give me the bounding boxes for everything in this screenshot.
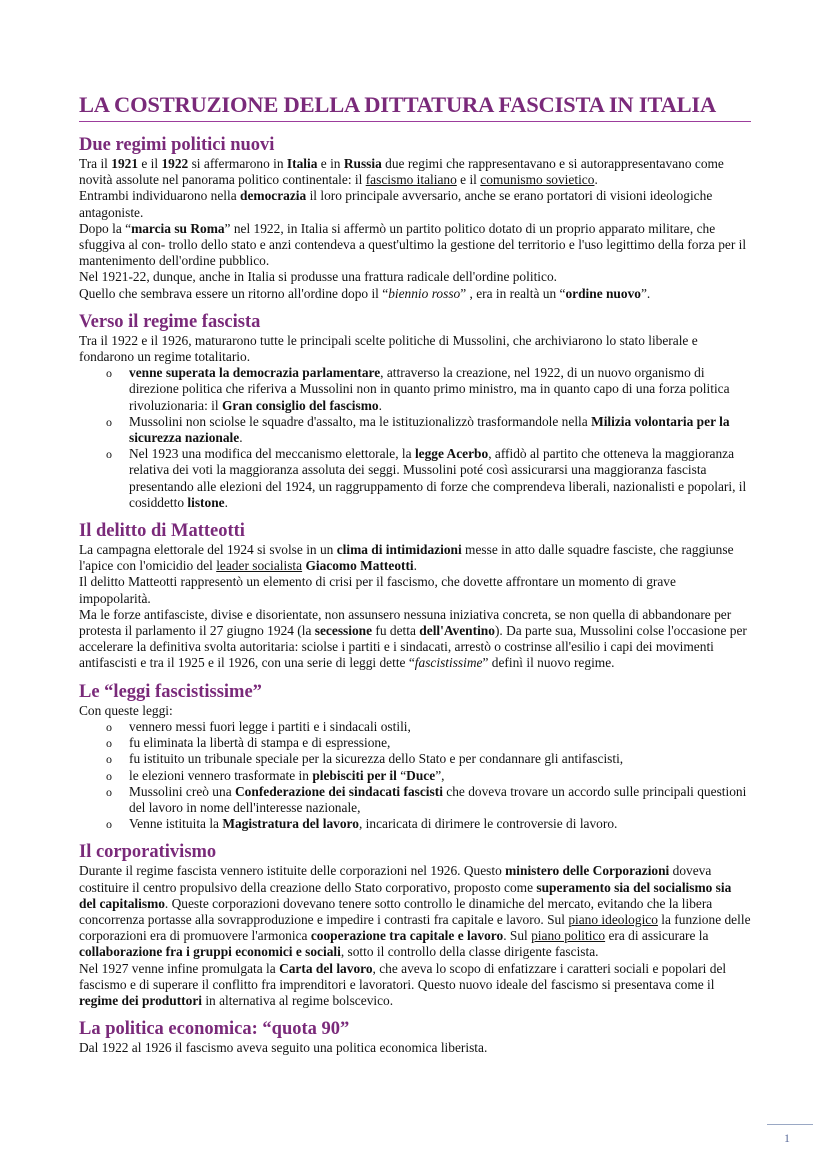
paragraph: Quello che sembrava essere un ritorno all'ordine dopo il “biennio rosso” , era in realtà un “ordine nuovo”. xyxy=(79,285,651,301)
bullet-marker: o xyxy=(106,736,112,751)
paragraph: Nel 1921-22, dunque, anche in Italia si produsse una frattura radicale dell'ordine politico. xyxy=(79,269,557,285)
paragraph: Durante il regime fascista vennero istituite delle corporazioni nel 1926. Questo ministero delle Corporazioni doveva costituire il centro propulsivo della creazione dello Stato corporativo, proposto come superamento sia del socialismo sia del capitalismo. Queste corporazioni dovevano tenere sotto controllo le dinamiche del mercato, evitando che la libera concorrenza portasse alla sovrapproduzione e impedire i contrasti fra capitale e lavoro. Sul piano ideologico la funzione delle corporazioni era di promuovere l'armonica cooperazione tra capitale e lavoro. Sul piano politico era di assicurare la collaborazione fra i gruppi economici e sociali, sotto il controllo della classe dirigente fascista. xyxy=(79,863,751,960)
footer-divider xyxy=(767,1124,813,1125)
list-item: o venne superata la democrazia parlamentare, attraverso la creazione, nel 1922, di un nuovo organismo di direzione politica che riferiva a Mussolini non in quanto primo ministro, ma in quanto capo di una forza politica rivoluzionaria: il Gran consiglio del fascismo. xyxy=(106,365,730,413)
paragraph: Tra il 1922 e il 1926, maturarono tutte le principali scelte politiche di Mussolini, che archiviarono lo stato liberale e fondarono un regime totalitario. xyxy=(79,332,698,365)
list-item: o Mussolini non sciolse le squadre d'assalto, ma le istituzionalizzò trasformandole nella Milizia volontaria per la sicurezza nazionale. xyxy=(106,413,730,446)
bullet-marker: o xyxy=(106,447,112,462)
bullet-marker: o xyxy=(106,752,112,767)
bullet-marker: o xyxy=(106,366,112,381)
paragraph: Dopo la “marcia su Roma” nel 1922, in Italia si affermò un partito politico dotato di un proprio apparato militare, che sfuggiva al con- trollo dello stato e anzi contendeva a quest'ultimo la gestione del territorio e l'uso legittimo della forza per il mantenimento dell'ordine pubblico. xyxy=(79,220,747,269)
list-item: o vennero messi fuori legge i partiti e i sindacali ostili, xyxy=(106,718,411,734)
section-politica-economica xyxy=(79,1018,751,1056)
bullet-list xyxy=(79,719,751,832)
paragraph: Dal 1922 al 1926 il fascismo aveva seguito una politica economica liberista. xyxy=(79,1040,488,1056)
paragraph: Entrambi individuarono nella democrazia il loro principale avversario, anche se erano portatori di visioni ideologiche antagoniste. xyxy=(79,188,713,220)
section-heading: La politica economica: “quota 90” xyxy=(79,1019,350,1040)
list-item: o le elezioni vennero trasformate in plebisciti per il “Duce”, xyxy=(106,767,445,783)
bullet-marker: o xyxy=(106,719,112,734)
paragraph: Ma le forze antifasciste, divise e disorientate, non assunsero nessuna iniziativa concreta, se non quella di abbandonare per protesta il parlamento il 27 giugno 1924 (la secessione fu detta dell'Aventino). Da parte sua, Mussolini colse l'occasione per accelerare la definitiva svolta autoritaria: sciolse i partiti e i sindacati, arrestò o costrinse all'esilio i capi dei movimenti antifascisti e tra il 1925 e il 1926, con una serie di leggi dette “fascistissime” definì il nuovo regime. xyxy=(79,606,747,671)
bullet-marker: o xyxy=(106,784,112,799)
list-item: o Nel 1923 una modifica del meccanismo elettorale, la legge Acerbo, affidò al partito che otteneva la maggioranza relativa dei voti la maggioranza assoluta dei seggi. Mussolini poté così assicurarsi una maggioranza fascista presentando alle elezioni del 1924, un raggruppamento di forze che comprendeva liberali, nazionalisti e popolari, il cosiddetto listone. xyxy=(106,446,747,510)
list-item: o fu istituito un tribunale speciale per la sicurezza dello Stato e per condannare gli antifascisti, xyxy=(106,751,624,767)
list-item: o Mussolini creò una Confederazione dei sindacati fascisti che doveva trovare un accordo sulle principali questioni del lavoro in nome dell'interesse nazionale, xyxy=(106,783,747,815)
section-heading: Le “leggi fascistissime” xyxy=(79,681,262,702)
document-page xyxy=(79,92,751,1056)
section-heading: Il corporativismo xyxy=(79,842,217,863)
section-heading: Due regimi politici nuovi xyxy=(79,135,275,155)
paragraph: Tra il 1921 e il 1922 si affermarono in Italia e in Russia due regimi che rappresentavano e si autorappresentavano come novità assolute nel panorama politico continentale: il fascismo italiano e il comunismo sovietico. xyxy=(79,156,724,188)
page-number: 1 xyxy=(784,1131,790,1145)
list-item: o Venne istituita la Magistratura del lavoro, incaricata di dirimere le controversie di lavoro. xyxy=(106,816,618,832)
section-leggi-fascistissime xyxy=(79,681,751,833)
section-heading: Verso il regime fascista xyxy=(79,311,261,332)
section-delitto-matteotti xyxy=(79,520,751,672)
paragraph: Il delitto Matteotti rappresentò un elemento di crisi per il fascismo, che dovette affrontare un momento di grave impopolarità. xyxy=(79,574,676,606)
list-item: o fu eliminata la libertà di stampa e di espressione, xyxy=(106,735,391,751)
document-title: LA COSTRUZIONE DELLA DITTATURA FASCISTA IN ITALIA xyxy=(79,92,751,122)
bullet-list xyxy=(79,365,751,511)
section-due-regimi xyxy=(79,134,751,302)
bullet-marker: o xyxy=(106,817,112,832)
paragraph: La campagna elettorale del 1924 si svolse in un clima di intimidazioni messe in atto dalle squadre fasciste, che raggiunse l'apice con l'omicidio del leader socialista Giacomo Matteotti. xyxy=(79,542,734,574)
section-verso-regime xyxy=(79,311,751,511)
section-corporativismo xyxy=(79,841,751,1009)
bullet-marker: o xyxy=(106,768,112,783)
section-heading: Il delitto di Matteotti xyxy=(79,521,245,542)
bullet-marker: o xyxy=(106,414,112,429)
paragraph: Nel 1927 venne infine promulgata la Carta del lavoro, che aveva lo scopo di enfatizzare i caratteri sociali e popolari del fascismo e di superare il conflitto fra imprenditori e lavoratori. Questo nuovo ideale del fascismo si presentava come il regime dei produttori in alternativa al regime bolscevico. xyxy=(79,960,727,1008)
paragraph: Con queste leggi: xyxy=(79,702,173,718)
